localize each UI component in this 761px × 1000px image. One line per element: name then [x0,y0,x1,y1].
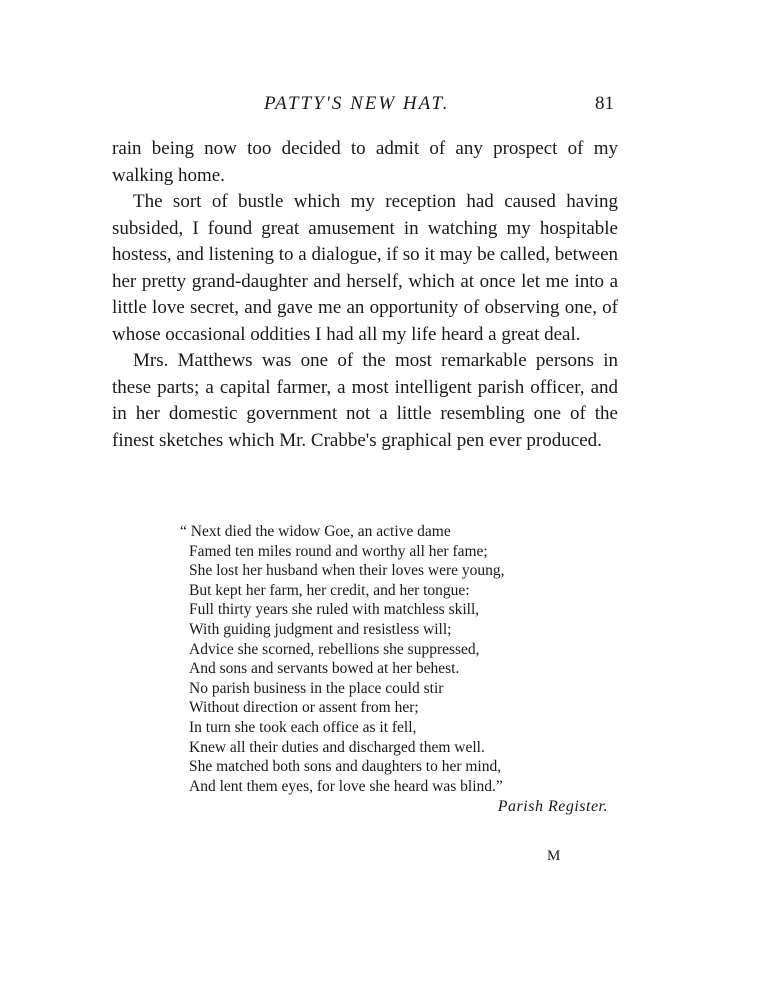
verse-line: She lost her husband when their loves were young, [189,562,505,580]
paragraph: rain being now too decided to admit of any prospect of my walking home. [112,138,618,186]
verse-quotation [180,522,620,816]
verse-line: And lent them eyes, for love she heard was blind.” [189,777,503,795]
quotation-source: Parish Register. [497,798,608,816]
running-title: PATTY'S NEW HAT. [264,93,450,114]
verse-line: Full thirty years she ruled with matchless skill, [189,601,480,619]
verse-line: Advice she scorned, rebellions she suppressed, [189,640,480,658]
paragraph: Mrs. Matthews was one of the most remarkable persons in these parts; a capital farmer, a most intelligent parish officer, and in her domestic government not a little resembling one of the finest sketches which Mr. Crabbe's graphical pen ever produced. [112,350,618,451]
verse-line: Without direction or assent from her; [189,699,419,717]
verse-line: With guiding judgment and resistless will; [189,620,452,638]
verse-line: But kept her farm, her credit, and her tongue: [189,581,470,599]
verse-line: And sons and servants bowed at her behest. [189,660,460,678]
verse-line: No parish business in the place could stir [189,679,444,697]
page-number: 81 [595,93,614,114]
running-head [112,93,618,119]
verse-line: Famed ten miles round and worthy all her fame; [189,542,488,560]
paragraph: The sort of bustle which my reception had caused having subsided, I found great amusement in watching my hospitable hostess, and listening to a dialogue, if so it may be called, between her pretty grand-daughter and herself, which at once let me into a little love secret, and gave me an opportunity of observing one, of whose occasional oddities I had all my life heard a great deal. [112,191,619,345]
body-text [112,136,618,454]
verse-line: She matched both sons and daughters to her mind, [189,758,502,776]
signature-mark: M [547,848,561,864]
verse-line: In turn she took each office as it fell, [189,718,417,736]
verse-line: “ Next died the widow Goe, an active dame [180,523,451,540]
verse-line: Knew all their duties and discharged them well. [189,738,485,756]
